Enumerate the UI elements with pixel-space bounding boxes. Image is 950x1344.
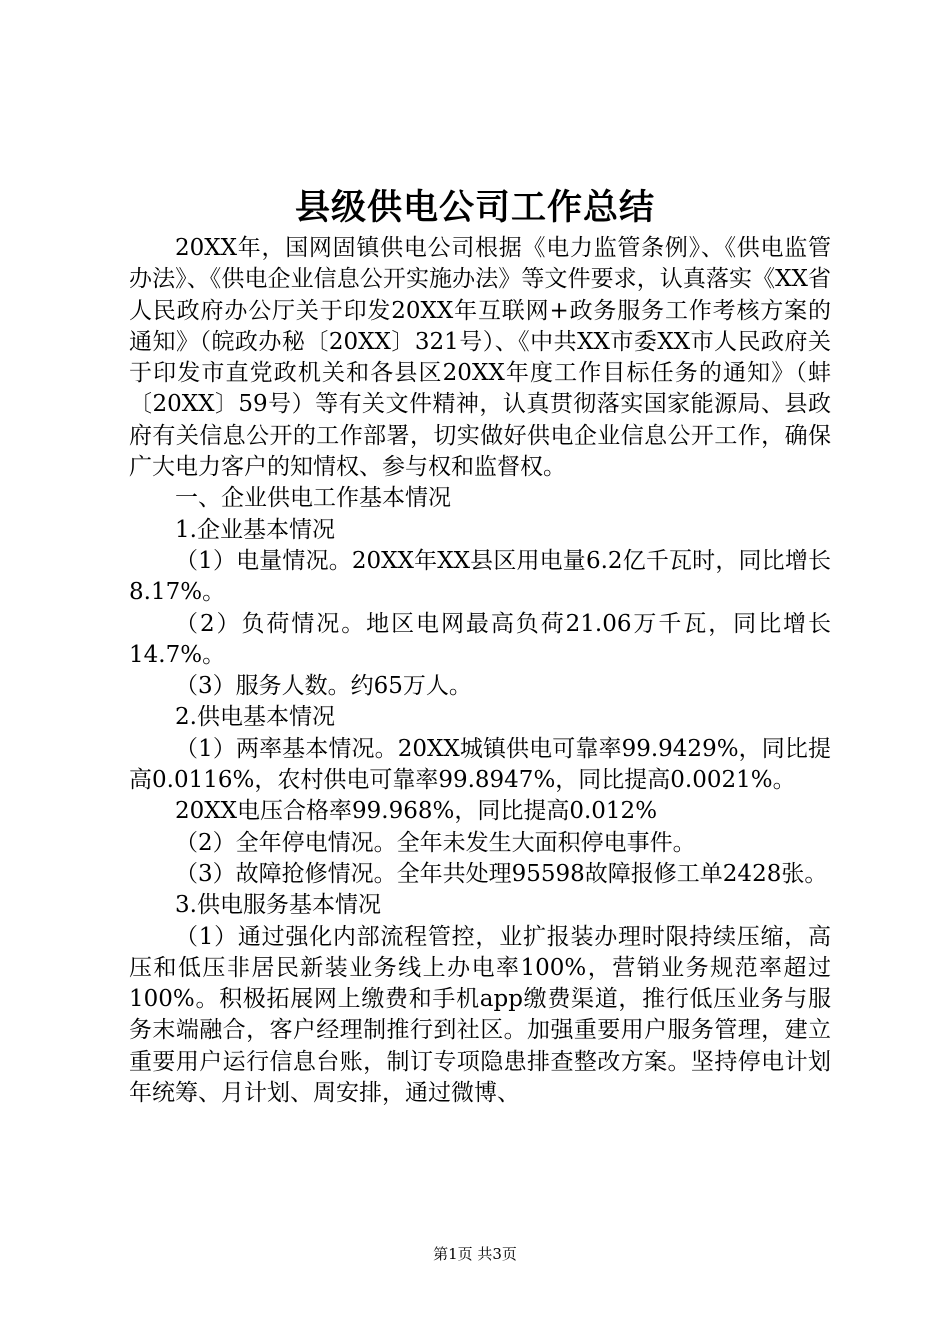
subsection-heading: 1.企业基本情况	[175, 516, 335, 543]
section-heading: 一、企业供电工作基本情况	[175, 485, 451, 512]
page-footer: 第1页 共3页	[433, 1245, 517, 1263]
paragraph: （1）两率基本情况。20XX城镇供电可靠率99.9429%，同比提高0.0116%，农村供电可靠率99.8947%，同比提高0.0021%。	[129, 735, 831, 794]
subsection-heading: 2.供电基本情况	[175, 704, 335, 731]
paragraph: （1）电量情况。20XX年XX县区用电量6.2亿千瓦时，同比增长8.17%。	[129, 547, 831, 606]
paragraph: （3）服务人数。约65万人。	[175, 673, 472, 700]
paragraph: （2）全年停电情况。全年未发生大面积停电事件。	[175, 829, 696, 856]
page-title: 县级供电公司工作总结	[294, 187, 655, 228]
subsection-heading: 3.供电服务基本情况	[175, 892, 381, 919]
paragraph: （3）故障抢修情况。全年共处理95598故障报修工单2428张。	[175, 860, 828, 887]
paragraph: 20XX电压合格率99.968%，同比提高0.012%	[175, 798, 658, 825]
paragraph: （1）通过强化内部流程管控，业扩报装办理时限持续压缩，高压和低压非居民新装业务线上办电率100%，营销业务规范率超过100%。积极拓展网上缴费和手机app缴费渠道，推行低压业务与服务末端融合，客户经理制推行到社区。加强重要用户服务管理，建立重要用户运行信息台账，制订专项隐患排查整改方案。坚持停电计划年统筹、月计划、周安排，通过微博、	[129, 923, 831, 1107]
paragraph: 20XX年，国网固镇供电公司根据《电力监管条例》、《供电监管办法》、《供电企业信息公开实施办法》等文件要求，认真落实《XX省人民政府办公厅关于印发20XX年互联网+政务服务工作考核方案的通知》（皖政办秘〔20XX〕321号）、《中共XX市委XX市人民政府关于印发市直党政机关和各县区20XX年度工作目标任务的通知》（蚌〔20XX〕59号）等有关文件精神，认真贯彻落实国家能源局、县政府有关信息公开的工作部署，切实做好供电企业信息公开工作，确保广大电力客户的知情权、参与权和监督权。	[129, 235, 831, 481]
document-body	[129, 233, 831, 1109]
paragraph: （2）负荷情况。地区电网最高负荷21.06万千瓦，同比增长14.7%。	[129, 610, 831, 668]
